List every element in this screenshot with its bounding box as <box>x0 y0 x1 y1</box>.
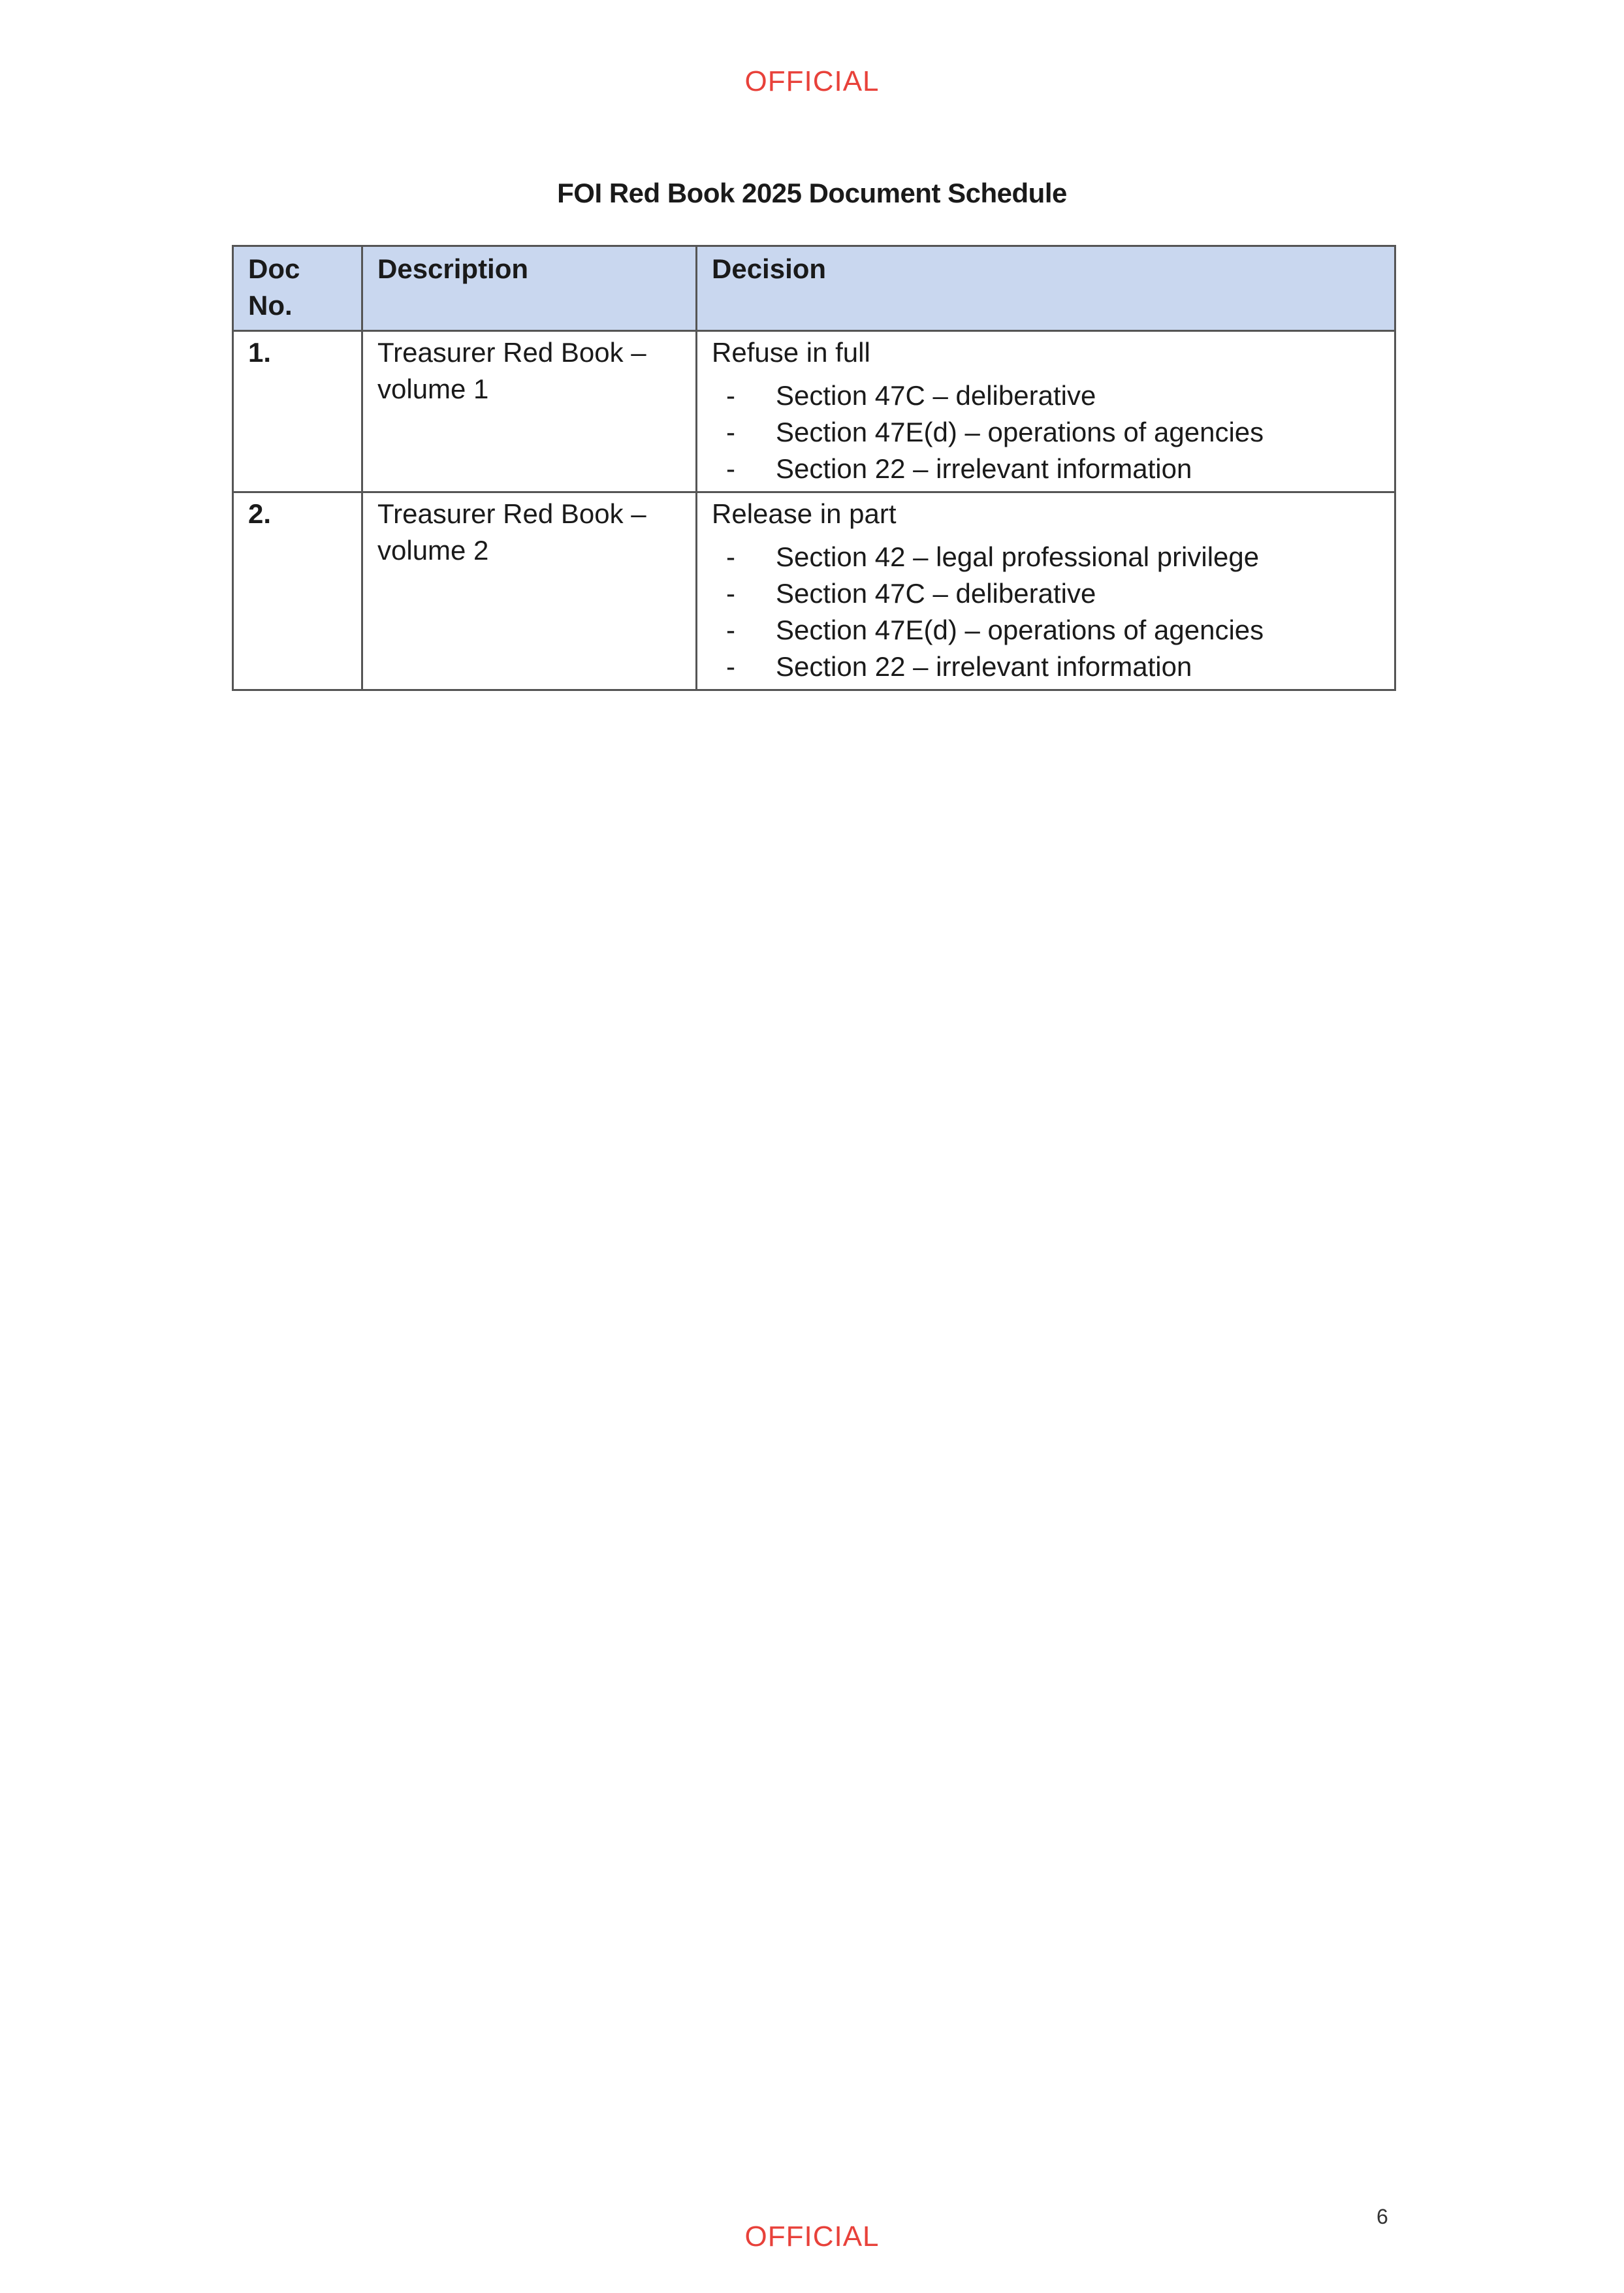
decision-label: Release in part <box>712 498 897 529</box>
exemption-text: Section 47E(d) – operations of agencies <box>776 417 1264 447</box>
document-schedule-table <box>232 245 1396 691</box>
exemption-text: Section 42 – legal professional privilege <box>776 541 1260 572</box>
exemption-item <box>712 575 1380 612</box>
column-header-decision: Decision <box>697 246 1395 331</box>
doc-number-cell: 2. <box>233 492 362 690</box>
bullet-dash: - <box>726 615 735 645</box>
table-header-row <box>233 246 1395 331</box>
decision-label: Refuse in full <box>712 337 870 368</box>
bullet-dash: - <box>726 417 735 447</box>
decision-cell <box>697 331 1395 492</box>
classification-marking-top: OFFICIAL <box>744 65 880 97</box>
column-header-description: Description <box>362 246 697 331</box>
exemption-item <box>712 539 1380 575</box>
exemption-text: Section 47E(d) – operations of agencies <box>776 615 1264 645</box>
bullet-dash: - <box>726 541 735 572</box>
description-cell: Treasurer Red Book – volume 1 <box>362 331 697 492</box>
doc-number-cell: 1. <box>233 331 362 492</box>
exemption-text: Section 22 – irrelevant information <box>776 651 1192 682</box>
bullet-dash: - <box>726 380 735 411</box>
document-title: FOI Red Book 2025 Document Schedule <box>557 178 1067 208</box>
exemption-item <box>712 451 1380 487</box>
page-number: 6 <box>1377 2205 1388 2228</box>
decision-cell <box>697 492 1395 690</box>
description-cell: Treasurer Red Book – volume 2 <box>362 492 697 690</box>
exemption-list <box>712 377 1380 487</box>
classification-marking-bottom: OFFICIAL <box>744 2221 880 2253</box>
bullet-dash: - <box>726 651 735 682</box>
exemption-list <box>712 539 1380 685</box>
bullet-dash: - <box>726 453 735 484</box>
table-row <box>233 331 1395 492</box>
table-row <box>233 492 1395 690</box>
exemption-text: Section 22 – irrelevant information <box>776 453 1192 484</box>
exemption-item <box>712 377 1380 414</box>
exemption-item <box>712 649 1380 685</box>
exemption-item <box>712 612 1380 649</box>
exemption-item <box>712 414 1380 451</box>
column-header-doc-no: Doc No. <box>233 246 362 331</box>
exemption-text: Section 47C – deliberative <box>776 578 1096 609</box>
exemption-text: Section 47C – deliberative <box>776 380 1096 411</box>
bullet-dash: - <box>726 578 735 609</box>
